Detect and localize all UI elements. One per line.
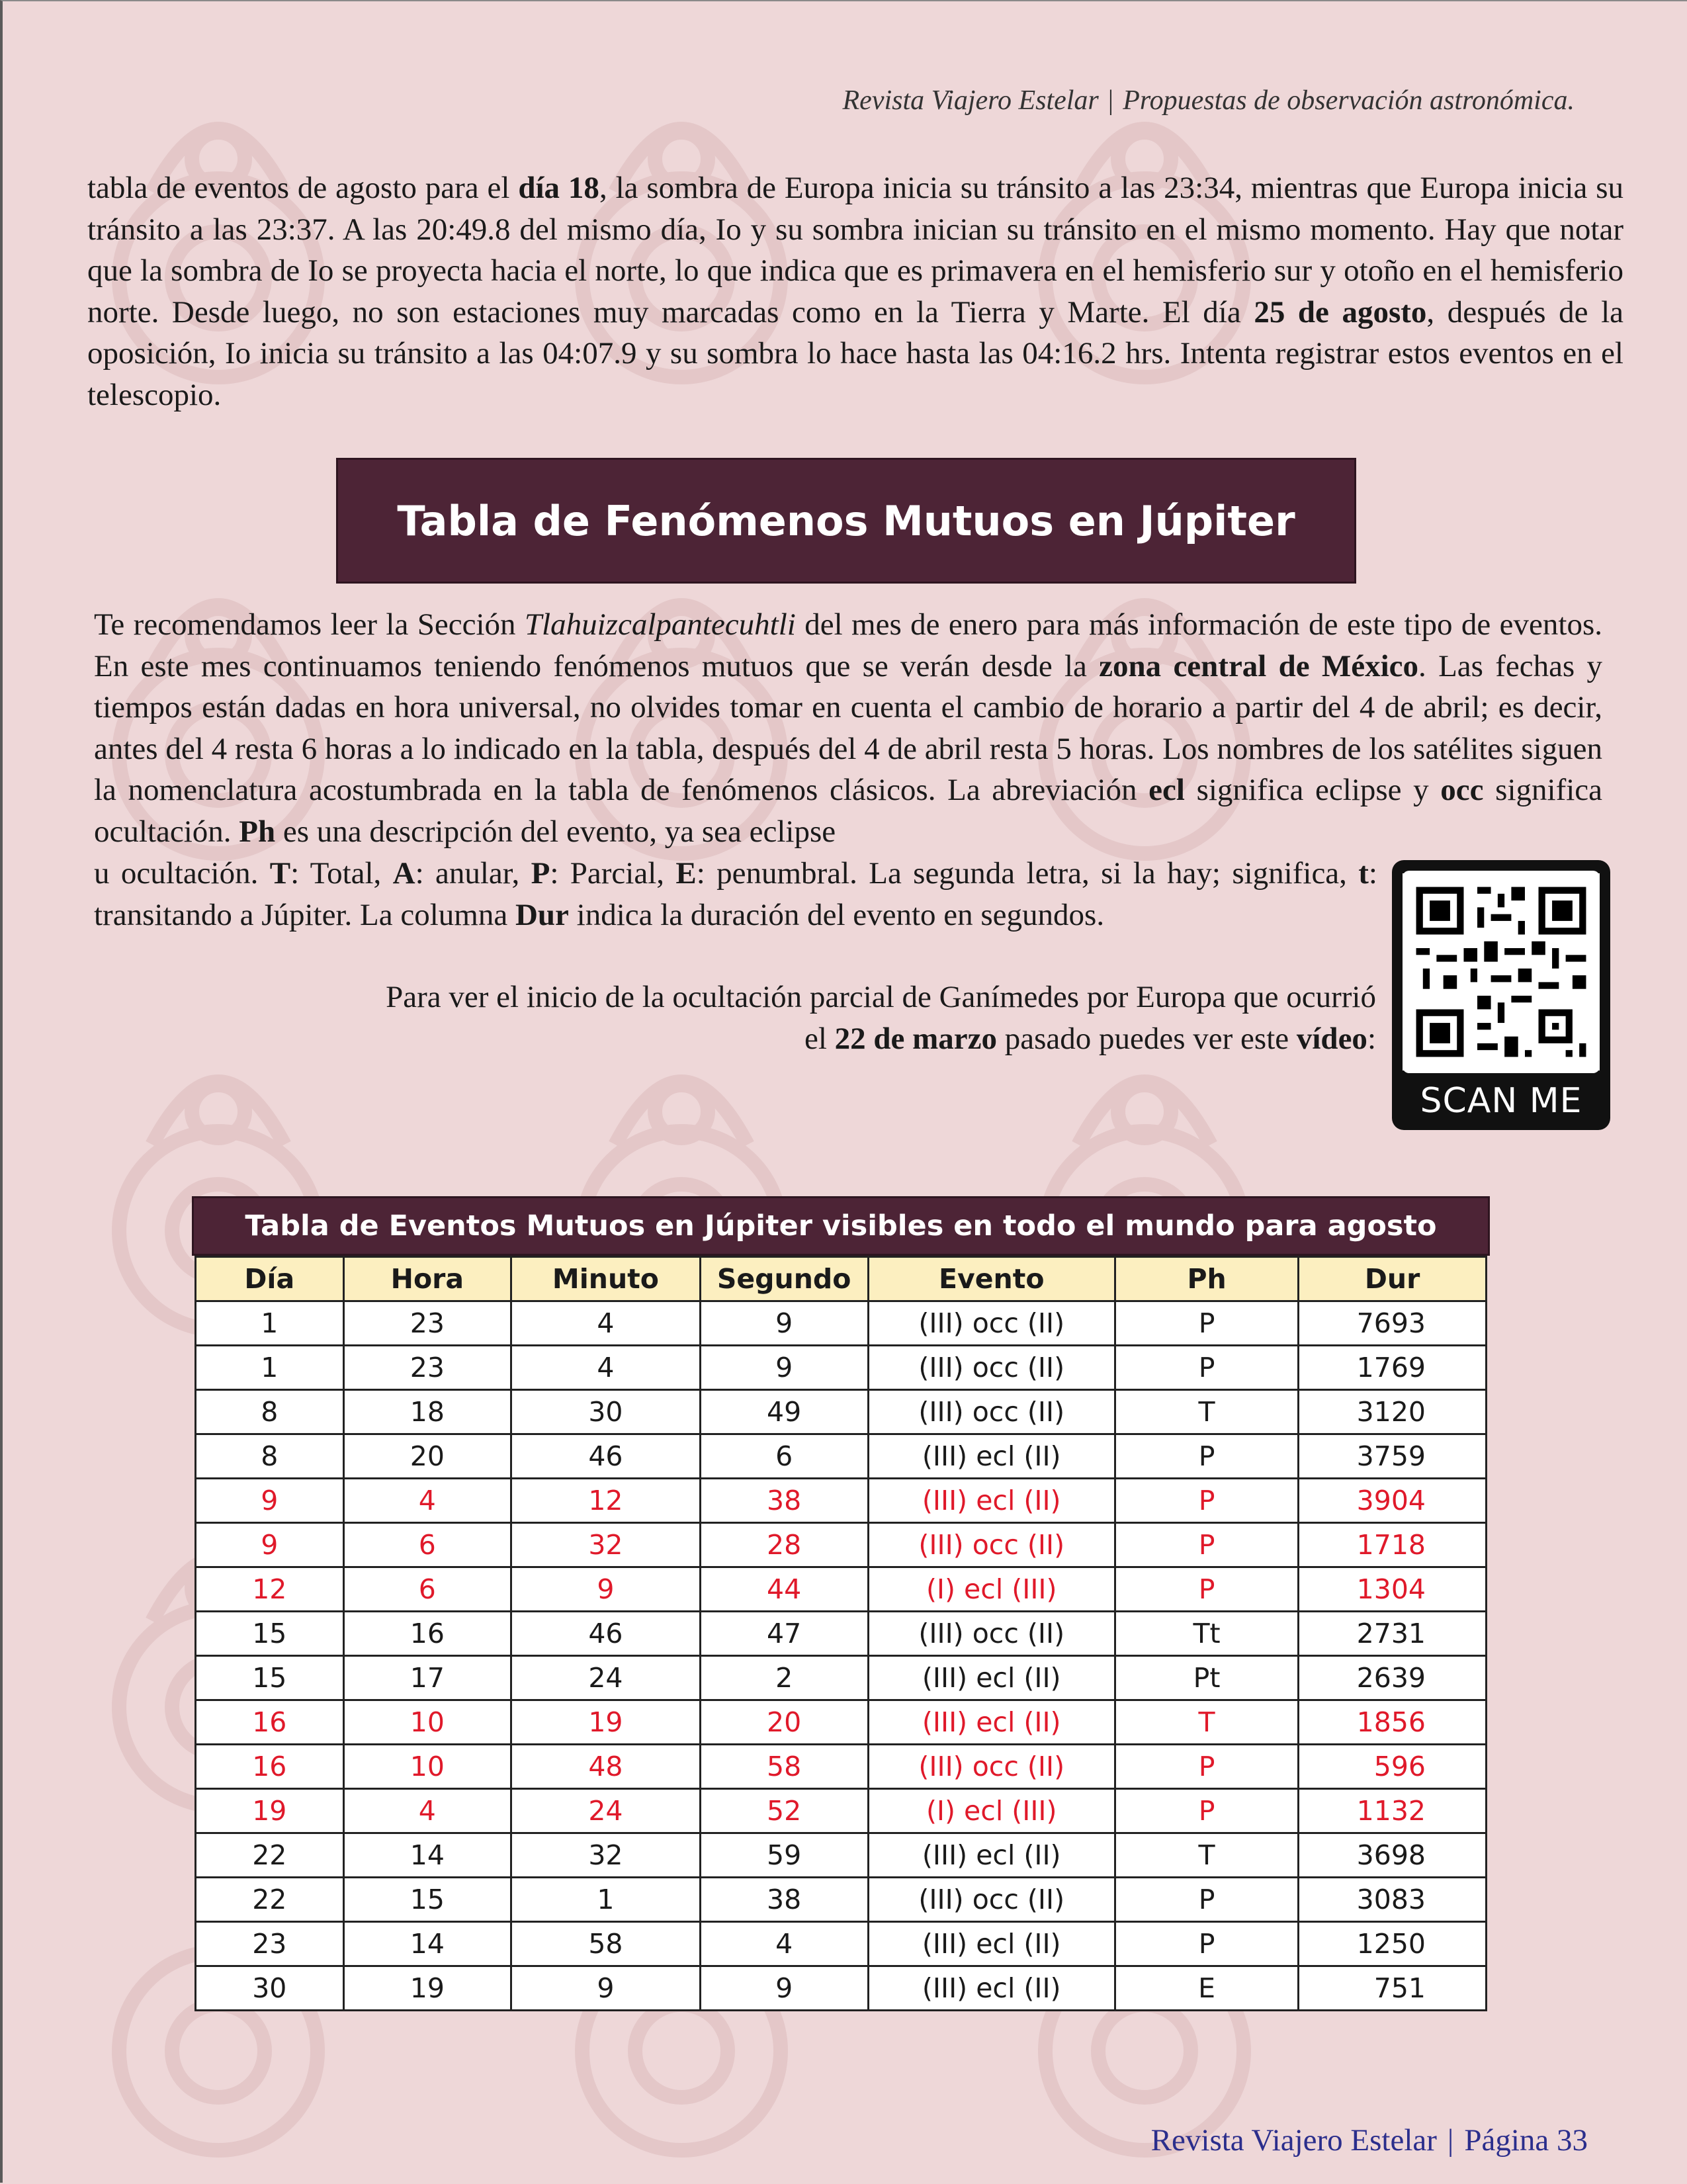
column-header: Evento xyxy=(868,1257,1115,1301)
table-cell: 23 xyxy=(196,1922,344,1966)
table-cell: (III) occ (II) xyxy=(868,1878,1115,1922)
text-run: , después de la oposición, Io inicia su tránsito a las 04:07.9 y su sombra lo hace hasta las 04:16.2 hrs. Intenta registrar estos eventos en el telescopio. xyxy=(87,294,1623,412)
text-run: , la sombra de Europa inicia su tránsito a las 23:34, mientras que Europa inicia su tránsito a las 23:37. A las 20:49.8 del mismo día, Io y su sombra inician su tránsito en el mismo momento. Hay que notar que la sombra de Io se proyecta hacia el norte, lo que indica que es primavera en el hemisferio sur y otoño en el hemisferio norte. Desde luego, no son estaciones muy marcadas como en la Tierra y Marte. El día xyxy=(87,171,1623,329)
qr-code[interactable] xyxy=(1392,860,1610,1130)
table-cell: P xyxy=(1115,1434,1298,1479)
table-cell: P xyxy=(1115,1346,1298,1390)
table-cell: (I) ecl (III) xyxy=(868,1789,1115,1833)
header-magazine-name: Revista Viajero Estelar xyxy=(842,85,1099,116)
column-header: Segundo xyxy=(700,1257,868,1301)
bold-run: zona central de México xyxy=(1099,648,1419,683)
text-run: es una descripción del evento, ya sea eclipse xyxy=(275,814,836,849)
table-cell: T xyxy=(1115,1833,1298,1878)
table-row xyxy=(196,1301,1487,1346)
header-separator: | xyxy=(1107,85,1114,116)
table-cell: 24 xyxy=(511,1656,701,1700)
text-run: : Parcial, xyxy=(550,856,676,891)
footer-magazine-name: Revista Viajero Estelar xyxy=(1150,2123,1437,2158)
table-cell: 23 xyxy=(343,1301,511,1346)
table-cell: 46 xyxy=(511,1612,701,1656)
text-run: : transitando a Júpiter. La columna xyxy=(94,856,1377,932)
video-paragraph xyxy=(370,977,1376,1059)
text-run: significa ocultación. xyxy=(94,773,1603,849)
table-row xyxy=(196,1612,1487,1656)
column-header: Dur xyxy=(1299,1257,1487,1301)
table-cell: 19 xyxy=(511,1700,701,1745)
events-table-caption: Tabla de Eventos Mutuos en Júpiter visibles en todo el mundo para agosto xyxy=(192,1196,1490,1256)
table-row xyxy=(196,1833,1487,1878)
table-cell: (III) ecl (II) xyxy=(868,1700,1115,1745)
table-cell: 2731 xyxy=(1299,1612,1487,1656)
table-cell: 49 xyxy=(700,1390,868,1434)
table-cell: 1 xyxy=(511,1878,701,1922)
table-cell: T xyxy=(1115,1390,1298,1434)
table-cell: 1304 xyxy=(1299,1567,1487,1612)
table-cell: 15 xyxy=(196,1612,344,1656)
table-row xyxy=(196,1346,1487,1390)
table-row xyxy=(196,1656,1487,1700)
text-run: : xyxy=(1367,1021,1376,1056)
table-cell: (III) ecl (II) xyxy=(868,1479,1115,1523)
table-cell: 10 xyxy=(343,1745,511,1789)
table-cell: P xyxy=(1115,1567,1298,1612)
text-run: Para ver el inicio de la ocultación parcial de Ganímedes por Europa que ocurrió el xyxy=(386,980,1376,1056)
table-header-row xyxy=(196,1257,1487,1301)
table-cell: 596 xyxy=(1299,1745,1487,1789)
table-cell: 2 xyxy=(700,1656,868,1700)
table-cell: 48 xyxy=(511,1745,701,1789)
table-cell: 1250 xyxy=(1299,1922,1487,1966)
table-cell: 14 xyxy=(343,1833,511,1878)
column-header: Ph xyxy=(1115,1257,1298,1301)
mutual-phenomena-paragraph-continued xyxy=(94,853,1377,936)
table-row xyxy=(196,1745,1487,1789)
table-cell: P xyxy=(1115,1479,1298,1523)
table-cell: E xyxy=(1115,1966,1298,2011)
table-cell: 2639 xyxy=(1299,1656,1487,1700)
bold-run: t xyxy=(1358,856,1369,891)
table-cell: 22 xyxy=(196,1833,344,1878)
table-body xyxy=(196,1301,1487,2011)
table-cell: 22 xyxy=(196,1878,344,1922)
qr-code-matrix xyxy=(1403,871,1600,1073)
table-cell: (III) ecl (II) xyxy=(868,1966,1115,2011)
table-cell: 28 xyxy=(700,1523,868,1567)
text-run: indica la duración del evento en segundos. xyxy=(568,897,1105,932)
mutual-phenomena-paragraph xyxy=(94,604,1602,852)
table-cell: 38 xyxy=(700,1878,868,1922)
table-cell: 6 xyxy=(700,1434,868,1479)
table-cell: 3083 xyxy=(1299,1878,1487,1922)
table-cell: (III) occ (II) xyxy=(868,1301,1115,1346)
table-cell: P xyxy=(1115,1745,1298,1789)
events-table-container xyxy=(192,1196,1490,2011)
table-cell: 9 xyxy=(196,1479,344,1523)
text-run: : anular, xyxy=(415,856,531,891)
bold-run: día 18 xyxy=(518,171,599,205)
bold-run: A xyxy=(392,856,415,891)
table-cell: (III) occ (II) xyxy=(868,1612,1115,1656)
table-cell: 1769 xyxy=(1299,1346,1487,1390)
header-section-name: Propuestas de observación astronómica. xyxy=(1123,85,1575,116)
table-cell: P xyxy=(1115,1789,1298,1833)
text-run: Te recomendamos leer la Sección xyxy=(94,607,525,642)
table-cell: 1718 xyxy=(1299,1523,1487,1567)
bold-run: 25 de agosto xyxy=(1254,294,1427,329)
bold-run: P xyxy=(531,856,550,891)
table-cell: P xyxy=(1115,1878,1298,1922)
table-cell: 4 xyxy=(343,1789,511,1833)
table-cell: (III) ecl (II) xyxy=(868,1922,1115,1966)
text-run: tabla de eventos de agosto para el xyxy=(87,171,519,205)
table-cell: 44 xyxy=(700,1567,868,1612)
table-cell: 7693 xyxy=(1299,1301,1487,1346)
table-cell: 4 xyxy=(700,1922,868,1966)
text-run: : penumbral. La segunda letra, si la hay; significa, xyxy=(696,856,1359,891)
table-cell: (III) ecl (II) xyxy=(868,1434,1115,1479)
table-cell: 8 xyxy=(196,1434,344,1479)
table-row xyxy=(196,1878,1487,1922)
table-cell: 30 xyxy=(511,1390,701,1434)
table-cell: 3698 xyxy=(1299,1833,1487,1878)
bold-run: ecl xyxy=(1148,773,1185,807)
table-cell: 6 xyxy=(343,1523,511,1567)
text-run: del mes de enero para más información de este tipo de eventos. En este mes continuamos teniendo fenómenos mutuos que se verán desde la xyxy=(94,607,1603,683)
table-cell: 1132 xyxy=(1299,1789,1487,1833)
table-cell: 9 xyxy=(511,1567,701,1612)
table-cell: 10 xyxy=(343,1700,511,1745)
table-cell: 15 xyxy=(196,1656,344,1700)
table-cell: 751 xyxy=(1299,1966,1487,2011)
table-row xyxy=(196,1523,1487,1567)
table-cell: 1 xyxy=(196,1346,344,1390)
bold-run: Ph xyxy=(239,814,276,849)
table-cell: 15 xyxy=(343,1878,511,1922)
table-row xyxy=(196,1390,1487,1434)
table-row xyxy=(196,1789,1487,1833)
table-cell: (III) ecl (II) xyxy=(868,1833,1115,1878)
table-cell: (III) occ (II) xyxy=(868,1346,1115,1390)
footer-separator: | xyxy=(1447,2123,1454,2158)
table-cell: 14 xyxy=(343,1922,511,1966)
table-cell: 20 xyxy=(343,1434,511,1479)
table-cell: 18 xyxy=(343,1390,511,1434)
table-cell: 12 xyxy=(196,1567,344,1612)
table-cell: 46 xyxy=(511,1434,701,1479)
running-header xyxy=(728,85,1575,116)
column-header: Minuto xyxy=(511,1257,701,1301)
table-cell: 23 xyxy=(343,1346,511,1390)
qr-pattern-icon xyxy=(1403,871,1600,1073)
bold-run: T xyxy=(269,856,291,891)
table-cell: (III) ecl (II) xyxy=(868,1656,1115,1700)
table-cell: P xyxy=(1115,1922,1298,1966)
table-row xyxy=(196,1567,1487,1612)
text-run: pasado puedes ver este xyxy=(997,1021,1297,1056)
table-cell: 20 xyxy=(700,1700,868,1745)
bold-run: 22 de marzo xyxy=(834,1021,998,1056)
table-cell: 4 xyxy=(511,1301,701,1346)
table-cell: 9 xyxy=(700,1966,868,2011)
table-row xyxy=(196,1700,1487,1745)
section-title-banner xyxy=(336,458,1356,584)
table-cell: Tt xyxy=(1115,1612,1298,1656)
table-cell: 3904 xyxy=(1299,1479,1487,1523)
table-cell: 9 xyxy=(511,1966,701,2011)
table-cell: (III) occ (II) xyxy=(868,1390,1115,1434)
table-cell: P xyxy=(1115,1523,1298,1567)
column-header: Día xyxy=(196,1257,344,1301)
table-cell: T xyxy=(1115,1700,1298,1745)
table-cell: 19 xyxy=(343,1966,511,2011)
table-cell: 38 xyxy=(700,1479,868,1523)
table-cell: (III) occ (II) xyxy=(868,1523,1115,1567)
table-cell: 1856 xyxy=(1299,1700,1487,1745)
table-cell: (III) occ (II) xyxy=(868,1745,1115,1789)
bold-run: Dur xyxy=(515,897,569,932)
events-table xyxy=(195,1256,1487,2011)
table-cell: 19 xyxy=(196,1789,344,1833)
table-cell: 12 xyxy=(511,1479,701,1523)
table-cell: 17 xyxy=(343,1656,511,1700)
table-cell: 47 xyxy=(700,1612,868,1656)
table-cell: 59 xyxy=(700,1833,868,1878)
table-cell: 8 xyxy=(196,1390,344,1434)
table-cell: 58 xyxy=(700,1745,868,1789)
table-cell: 9 xyxy=(196,1523,344,1567)
table-row xyxy=(196,1966,1487,2011)
table-cell: 9 xyxy=(700,1301,868,1346)
qr-scan-me-label: SCAN ME xyxy=(1420,1081,1582,1121)
text-run: : Total, xyxy=(290,856,393,891)
bold-run: occ xyxy=(1440,773,1484,807)
table-cell: Pt xyxy=(1115,1656,1298,1700)
table-cell: 30 xyxy=(196,1966,344,2011)
text-run: . Las fechas y tiempos están dadas en hora universal, no olvides tomar en cuenta el cambio de horario a partir del 4 de abril; es decir, antes del 4 resta 6 horas a lo indicado en la tabla, después del 4 de abril resta 5 horas. Los nombres de los satélites siguen la nomenclatura acostumbrada en la tabla de fenómenos clásicos. La abreviación xyxy=(94,648,1602,807)
italic-run: Tlahuizcalpantecuhtli xyxy=(524,607,796,642)
table-cell: 1 xyxy=(196,1301,344,1346)
table-row xyxy=(196,1922,1487,1966)
table-cell: 58 xyxy=(511,1922,701,1966)
table-cell: 4 xyxy=(343,1479,511,1523)
table-cell: 6 xyxy=(343,1567,511,1612)
table-cell: 16 xyxy=(196,1745,344,1789)
table-row xyxy=(196,1434,1487,1479)
table-cell: 4 xyxy=(511,1346,701,1390)
table-cell: (I) ecl (III) xyxy=(868,1567,1115,1612)
table-cell: P xyxy=(1115,1301,1298,1346)
section-title: Tabla de Fenómenos Mutuos en Júpiter xyxy=(397,496,1295,545)
table-cell: 16 xyxy=(196,1700,344,1745)
table-row xyxy=(196,1479,1487,1523)
table-cell: 24 xyxy=(511,1789,701,1833)
text-run: u ocultación. xyxy=(94,856,270,891)
table-cell: 52 xyxy=(700,1789,868,1833)
table-cell: 3120 xyxy=(1299,1390,1487,1434)
running-footer xyxy=(1098,2122,1588,2158)
column-header: Hora xyxy=(343,1257,511,1301)
intro-paragraph xyxy=(87,167,1623,415)
table-cell: 32 xyxy=(511,1523,701,1567)
text-run: significa eclipse y xyxy=(1184,773,1441,807)
table-cell: 9 xyxy=(700,1346,868,1390)
footer-page-number: Página 33 xyxy=(1464,2123,1588,2158)
table-cell: 3759 xyxy=(1299,1434,1487,1479)
table-cell: 32 xyxy=(511,1833,701,1878)
bold-run: E xyxy=(675,856,697,891)
bold-run: vídeo xyxy=(1296,1021,1367,1056)
table-cell: 16 xyxy=(343,1612,511,1656)
